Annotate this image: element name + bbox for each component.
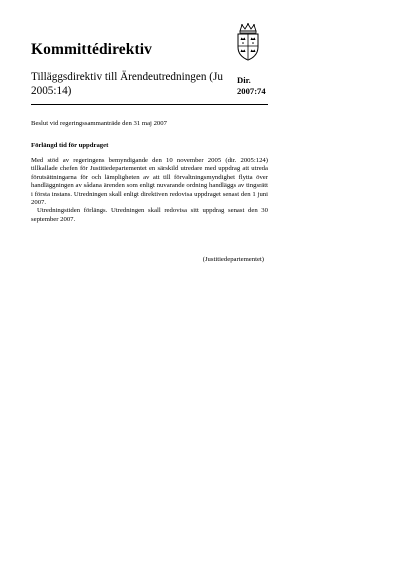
directive-number-block [237, 75, 266, 96]
paragraph: Utredningstiden förlängs. Utredningen skall redovisa sitt uppdrag senast den 30 september 2007. [31, 207, 268, 223]
header-divider [31, 104, 268, 105]
document-subtitle: Tilläggsdirektiv till Ärendeutredningen (Ju 2005:14) [31, 71, 223, 97]
paragraph: Med stöd av regeringens bemyndigande den 10 november 2005 (dir. 2005:124) tillkallade chefen för Justitiedepartementet en särskild utredare med uppdrag att utreda förutsättningarna för och lämpligheten av att till förvaltningsmyndighet flytta över handläggningen av sådana ärenden som enligt nuvarande ordning handläggs av tingsrätt i första instans. Utredningen skall enligt direktiven redovisa uppdraget senast den 1 juni 2007. [31, 157, 268, 207]
decision-line: Beslut vid regeringssammanträde den 31 maj 2007 [31, 120, 167, 127]
body-text [31, 157, 268, 224]
document-heading: Kommittédirektiv [31, 41, 152, 58]
department-signature: (Justitiedepartementet) [202, 256, 264, 263]
directive-number: 2007:74 [237, 85, 266, 96]
section-heading: Förlängd tid för uppdraget [31, 142, 109, 149]
swedish-coat-of-arms-icon [233, 22, 263, 62]
directive-label: Dir. [237, 75, 251, 85]
